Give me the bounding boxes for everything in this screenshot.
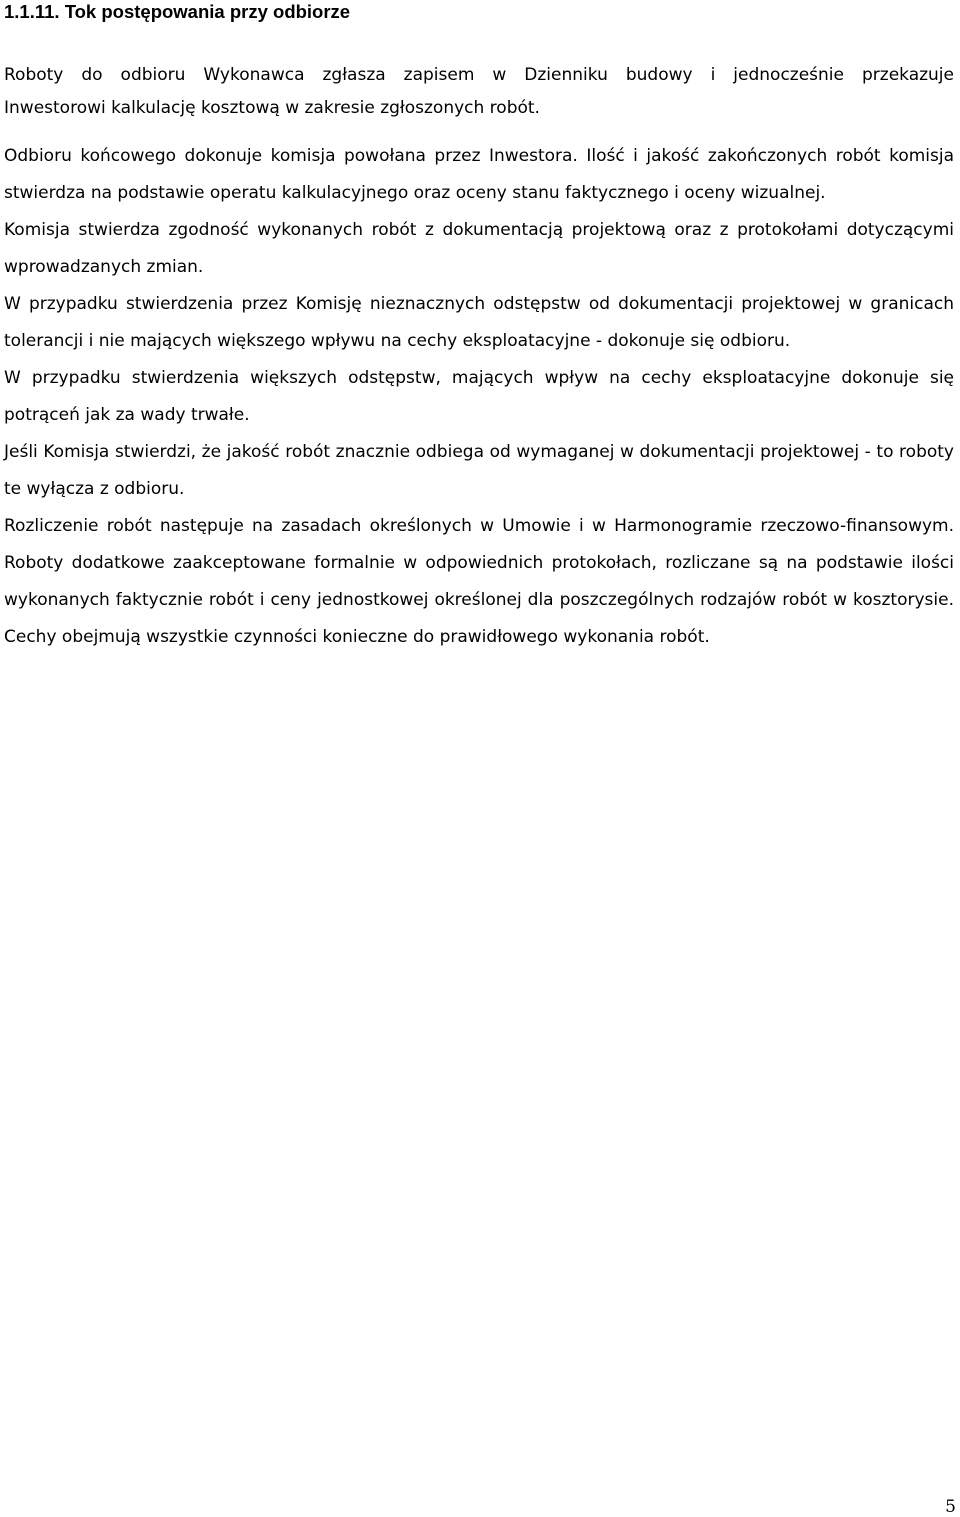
paragraph-intro-line-2: Inwestorowi kalkulację kosztową w zakresie zgłoszonych robót. [4, 98, 540, 118]
paragraph-rejection: Jeśli Komisja stwierdzi, że jakość robót znacznie odbiega od wymaganej w dokumentacji projektowej - to roboty te wyłącza z odbioru. [4, 442, 954, 499]
paragraph-compliance: Komisja stwierdza zgodność wykonanych robót z dokumentacją projektową oraz z protokołami dotyczącymi wprowadzanych zmian. [4, 220, 954, 277]
paragraph-major-deviations: W przypadku stwierdzenia większych odstępstw, mających wpływ na cechy eksploatacyjne dokonuje się potrąceń jak za wady trwałe. [4, 368, 954, 425]
page-number: 5 [945, 1497, 956, 1517]
section-heading: 1.1.11. Tok postępowania przy odbiorze [4, 1, 351, 22]
paragraph-settlement: Rozliczenie robót następuje na zasadach określonych w Umowie i w Harmonogramie rzeczowo-finansowym. Roboty dodatkowe zaakceptowane formalnie w odpowiednich protokołach, rozliczane są na podstawie ilości wykonanych faktycznie robót i ceny jednostkowej określonej dla poszczególnych rodzajów robót w kosztorysie. Cechy obejmują wszystkie czynności konieczne do prawidłowego wykonania robót. [4, 516, 954, 647]
paragraph-intro-line-1: Roboty do odbioru Wykonawca zgłasza zapisem w Dzienniku budowy i jednocześnie przekazuje [4, 65, 954, 85]
body-text [4, 138, 954, 656]
paragraph-minor-deviations: W przypadku stwierdzenia przez Komisję nieznacznych odstępstw od dokumentacji projektowej w granicach tolerancji i nie mających większego wpływu na cechy eksploatacyjne - dokonuje się odbioru. [4, 294, 954, 351]
paragraph-final-acceptance: Odbioru końcowego dokonuje komisja powołana przez Inwestora. Ilość i jakość zakończonych robót komisja stwierdza na podstawie operatu kalkulacyjnego oraz oceny stanu faktycznego i oceny wizualnej. [4, 146, 954, 203]
paragraph-intro [4, 59, 954, 125]
